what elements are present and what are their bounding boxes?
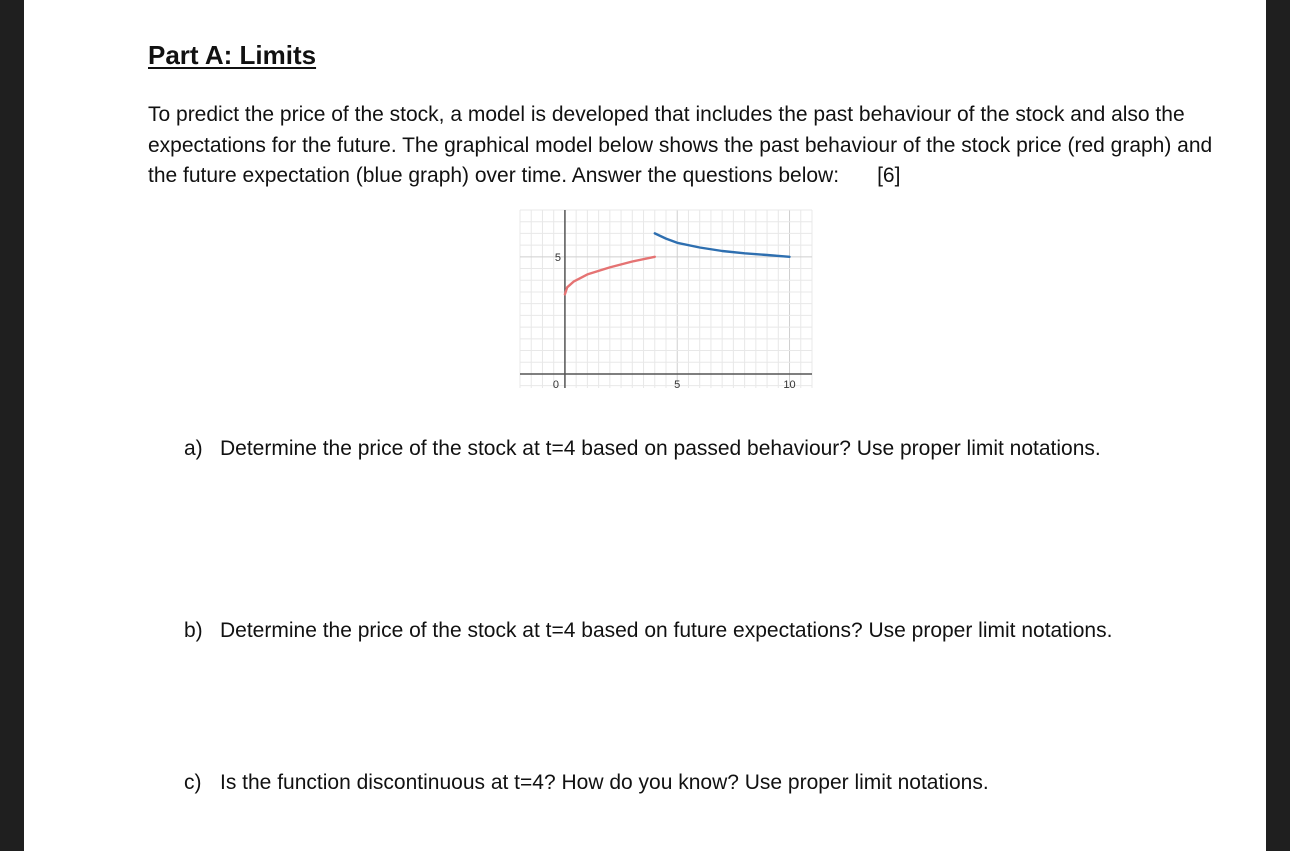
document-page	[24, 0, 1266, 851]
question-c	[184, 771, 989, 795]
question-a-text: Determine the price of the stock at t=4 based on passed behaviour? Use proper limit notations.	[220, 437, 1101, 460]
question-c-label: c)	[184, 771, 202, 794]
question-b-label: b)	[184, 619, 203, 642]
stock-price-graph	[492, 208, 814, 390]
intro-text: To predict the price of the stock, a model is developed that includes the past behaviour of the stock and also the expectations for the future. The graphical model below shows the past behaviour of the stock price (red graph) and the future expectation (blue graph) over time. Answer the questions below:	[148, 103, 1213, 187]
intro-paragraph	[148, 100, 1218, 192]
page-title: Part A: Limits	[148, 40, 317, 70]
question-b	[184, 619, 1112, 643]
x-tick-label-0: 0	[552, 378, 559, 390]
question-b-text: Determine the price of the stock at t=4 based on future expectations? Use proper limit notations.	[220, 619, 1113, 642]
y-tick-label-5: 5	[554, 251, 561, 264]
question-c-text: Is the function discontinuous at t=4? How do you know? Use proper limit notations.	[220, 771, 989, 794]
x-tick-label-10: 10	[783, 378, 796, 390]
question-a	[184, 437, 1101, 461]
marks-label: [6]	[877, 164, 901, 187]
question-a-label: a)	[184, 437, 203, 460]
x-tick-label-5: 5	[674, 378, 681, 390]
